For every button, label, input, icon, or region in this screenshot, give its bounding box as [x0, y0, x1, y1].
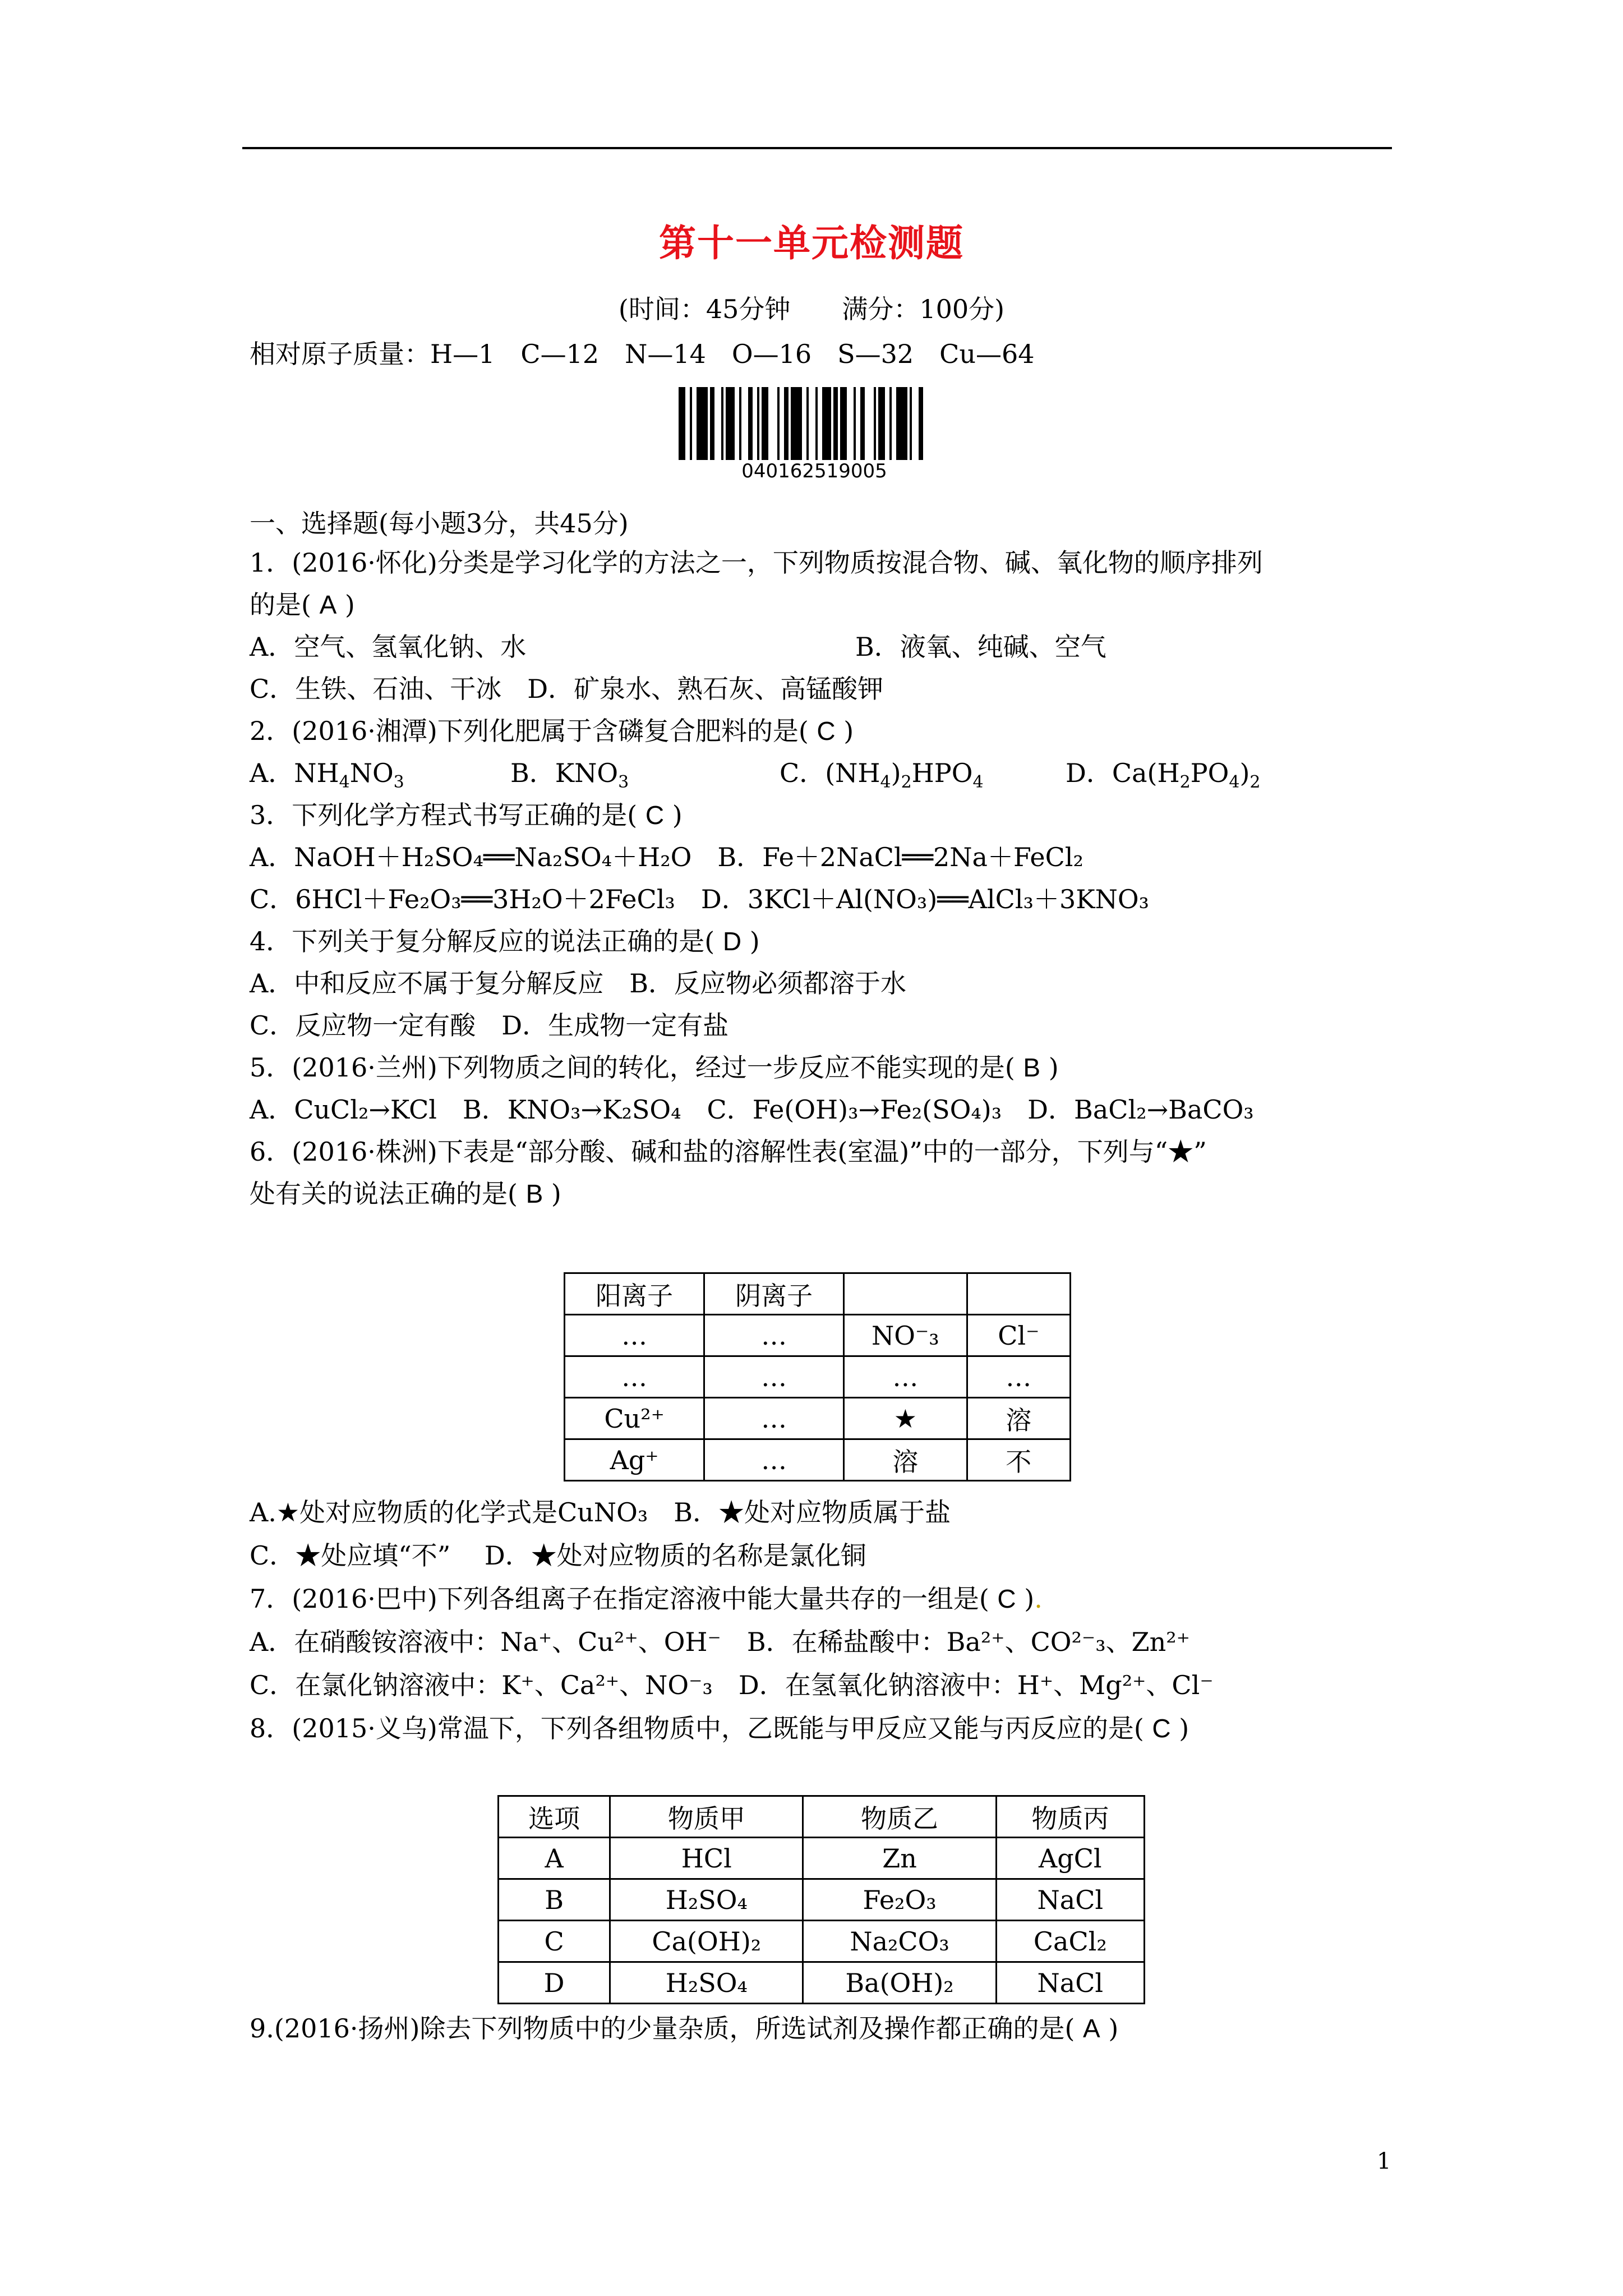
solubility-table-row: [565, 1315, 1071, 1356]
question-2-option-b: B．$KNO_3$: [510, 758, 629, 793]
reaction-table-cell: Na₂CO₃: [803, 1921, 996, 1962]
question-6-stem: 6．(2016·株洲)下表是“部分酸、碱和盐的溶解性表(室温)”中的一部分，下列与“★”: [250, 1137, 1207, 1167]
exam-time-score: (时间：45分钟 满分：100分): [618, 294, 1005, 324]
question-1-option-a: A．空气、氢氧化钠、水: [250, 632, 527, 662]
barcode-bar: [721, 387, 723, 460]
question-3-answer: C: [645, 800, 665, 830]
question-5-stem: 5．(2016·兰州)下列物质之间的转化，经过一步反应不能实现的是( B ): [250, 1052, 1059, 1083]
reaction-table-cell: B: [499, 1879, 610, 1921]
question-2-stem: 2．(2016·湘潭)下列化肥属于含磷复合肥料的是( C ): [250, 716, 854, 746]
barcode-bar: [822, 387, 831, 460]
question-1-option-b: B．液氧、纯碱、空气: [855, 632, 1106, 662]
question-8-stem: 8．(2015·义乌)常温下，下列各组物质中，乙既能与甲反应又能与丙反应的是( C ): [250, 1713, 1189, 1743]
atomic-mass-line: 相对原子质量：H—1 C—12 N—14 O—16 S—32 Cu—64: [250, 339, 1035, 369]
barcode-bar: [815, 387, 818, 460]
solubility-table-cell: [844, 1273, 967, 1315]
barcode-bar: [784, 387, 789, 460]
question-1-answer: A: [319, 590, 337, 619]
solubility-table-cell: Cu²⁺: [565, 1398, 704, 1439]
barcode-bar: [860, 387, 865, 460]
solubility-table-cell: …: [704, 1356, 844, 1398]
solubility-table: [564, 1272, 1071, 1481]
barcode-bar: [840, 387, 847, 460]
question-1-stem: 1．(2016·怀化)分类是学习化学的方法之一，下列物质按混合物、碱、氧化物的顺序排列: [250, 547, 1263, 578]
reaction-table-cell: HCl: [610, 1838, 803, 1879]
solubility-table-cell: 阳离子: [565, 1273, 704, 1315]
barcode-bar: [777, 387, 780, 460]
solubility-table-cell: …: [565, 1356, 704, 1398]
reaction-table-cell: A: [499, 1838, 610, 1879]
barcode-number: 040162519005: [741, 460, 887, 482]
solubility-table-cell: 不: [967, 1439, 1070, 1481]
question-7-answer: C: [997, 1584, 1016, 1613]
solubility-table-row: [565, 1439, 1071, 1481]
barcode-bar: [748, 387, 753, 460]
solubility-table-cell: Ag⁺: [565, 1439, 704, 1481]
reaction-table-row: [499, 1921, 1145, 1962]
solubility-table-cell: 溶: [967, 1398, 1070, 1439]
reaction-table-cell: H₂SO₄: [610, 1962, 803, 2004]
question-6-answer: B: [525, 1179, 543, 1208]
solubility-table-cell: NO⁻₃: [844, 1315, 967, 1356]
solubility-table-row: [565, 1356, 1071, 1398]
solubility-table-row: [565, 1398, 1071, 1439]
barcode-bar: [791, 387, 802, 460]
barcode-bar: [679, 387, 685, 460]
question-2-answer: C: [817, 716, 836, 746]
question-4-options-cd: C．反应物一定有酸 D．生成物一定有盐: [250, 1010, 729, 1041]
question-4-options-ab: A．中和反应不属于复分解反应 B．反应物必须都溶于水: [250, 968, 907, 999]
solubility-table-cell: …: [704, 1398, 844, 1439]
reaction-table-cell: H₂SO₄: [610, 1879, 803, 1921]
question-2-option-a: A．$NH_4NO_3$: [250, 758, 404, 793]
barcode-bar: [806, 387, 809, 460]
reaction-table: [497, 1795, 1145, 2004]
solubility-table-cell: 溶: [844, 1439, 967, 1481]
question-3-options-ab: A．NaOH＋H₂SO₄══Na₂SO₄＋H₂O B．Fe＋2NaCl══2Na＋FeCl₂: [250, 842, 1083, 872]
barcode-bar: [690, 387, 692, 460]
barcode-bar: [854, 387, 856, 460]
question-9-stem: 9.(2016·扬州)除去下列物质中的少量杂质，所选试剂及操作都正确的是( A ): [250, 2013, 1119, 2044]
question-4-answer: D: [722, 927, 742, 956]
question-6-stem-cont: 处有关的说法正确的是( B ): [250, 1179, 561, 1209]
solubility-table-cell: …: [844, 1356, 967, 1398]
barcode-bar: [757, 387, 759, 460]
question-5-options: A．CuCl₂→KCl B．KNO₃→K₂SO₄ C．Fe(OH)₃→Fe₂(SO₄)₃ D．BaCl₂→BaCO₃: [250, 1094, 1254, 1125]
reaction-table-row: [499, 1879, 1145, 1921]
reaction-table-cell: Zn: [803, 1838, 996, 1879]
question-7-options-cd: C．在氯化钠溶液中：K⁺、Ca²⁺、NO⁻₃ D．在氢氧化钠溶液中：H⁺、Mg²⁺、Cl⁻: [250, 1670, 1214, 1700]
reaction-table-cell: AgCl: [996, 1838, 1144, 1879]
barcode-bar: [910, 387, 912, 460]
question-5-answer: B: [1023, 1053, 1041, 1082]
reaction-table-cell: Fe₂O₃: [803, 1879, 996, 1921]
barcode-bar: [762, 387, 768, 460]
barcode-bar: [726, 387, 735, 460]
question-1-stem-cont: 的是( A ): [250, 590, 355, 620]
reaction-table-cell: Ca(OH)₂: [610, 1921, 803, 1962]
barcode-bar: [889, 387, 892, 460]
barcode-bar: [697, 387, 708, 460]
reaction-table-cell: CaCl₂: [996, 1921, 1144, 1962]
solubility-table-cell: …: [704, 1315, 844, 1356]
barcode-bar: [710, 387, 714, 460]
reaction-table-cell: 物质乙: [803, 1796, 996, 1838]
barcode-bar: [833, 387, 838, 460]
solubility-table-cell: …: [565, 1315, 704, 1356]
barcode-bar: [878, 387, 885, 460]
question-7-options-ab: A．在硝酸铵溶液中：Na⁺、Cu²⁺、OH⁻ B．在稀盐酸中：Ba²⁺、CO²⁻₃、Zn²⁺: [250, 1627, 1190, 1657]
question-3-stem: 3．下列化学方程式书写正确的是( C ): [250, 800, 683, 830]
question-8-answer: C: [1152, 1714, 1171, 1743]
header-rule: [242, 147, 1392, 149]
question-9-answer: A: [1083, 2014, 1100, 2043]
reaction-table-cell: Ba(OH)₂: [803, 1962, 996, 2004]
barcode: [679, 387, 950, 460]
reaction-table-cell: D: [499, 1962, 610, 2004]
barcode-bar: [874, 387, 876, 460]
barcode-bar: [739, 387, 741, 460]
solubility-table-cell: ★: [844, 1398, 967, 1439]
question-2-option-d: D．$Ca(H_2PO_4)_2$: [1066, 758, 1261, 793]
solubility-table-cell: Cl⁻: [967, 1315, 1070, 1356]
question-6-options-cd: C．★处应填“不” D．★处对应物质的名称是氯化铜: [250, 1540, 866, 1571]
question-7-stem: 7．(2016·巴中)下列各组离子在指定溶液中能大量共存的一组是( C ).: [250, 1584, 1043, 1614]
reaction-table-row: [499, 1838, 1145, 1879]
reaction-table-cell: NaCl: [996, 1879, 1144, 1921]
section-heading: 一、选择题(每小题3分，共45分): [250, 508, 629, 539]
reaction-table-cell: C: [499, 1921, 610, 1962]
solubility-table-cell: …: [704, 1439, 844, 1481]
reaction-table-cell: NaCl: [996, 1962, 1144, 2004]
barcode-bar: [896, 387, 907, 460]
reaction-table-row: [499, 1962, 1145, 2004]
page-title: 第十一单元检测题: [659, 221, 964, 265]
solubility-table-cell: [967, 1273, 1070, 1315]
question-2-option-c: C．$(NH_4)_2HPO_4$: [780, 758, 984, 793]
solubility-table-cell: …: [967, 1356, 1070, 1398]
reaction-table-row: [499, 1796, 1145, 1838]
reaction-table-cell: 物质甲: [610, 1796, 803, 1838]
reaction-table-cell: 选项: [499, 1796, 610, 1838]
solubility-table-cell: 阴离子: [704, 1273, 844, 1315]
solubility-table-row: [565, 1273, 1071, 1315]
page-number: 1: [1377, 2148, 1391, 2174]
question-1-options-cd: C．生铁、石油、干冰 D．矿泉水、熟石灰、高锰酸钾: [250, 674, 884, 704]
question-3-options-cd: C．6HCl＋Fe₂O₃══3H₂O＋2FeCl₃ D．3KCl＋Al(NO₃)══AlCl₃＋3KNO₃: [250, 884, 1149, 914]
question-4-stem: 4．下列关于复分解反应的说法正确的是( D ): [250, 926, 760, 956]
question-6-options-ab: A.★处对应物质的化学式是CuNO₃ B．★处对应物质属于盐: [250, 1497, 951, 1527]
barcode-bar: [919, 387, 923, 460]
reaction-table-cell: 物质丙: [996, 1796, 1144, 1838]
